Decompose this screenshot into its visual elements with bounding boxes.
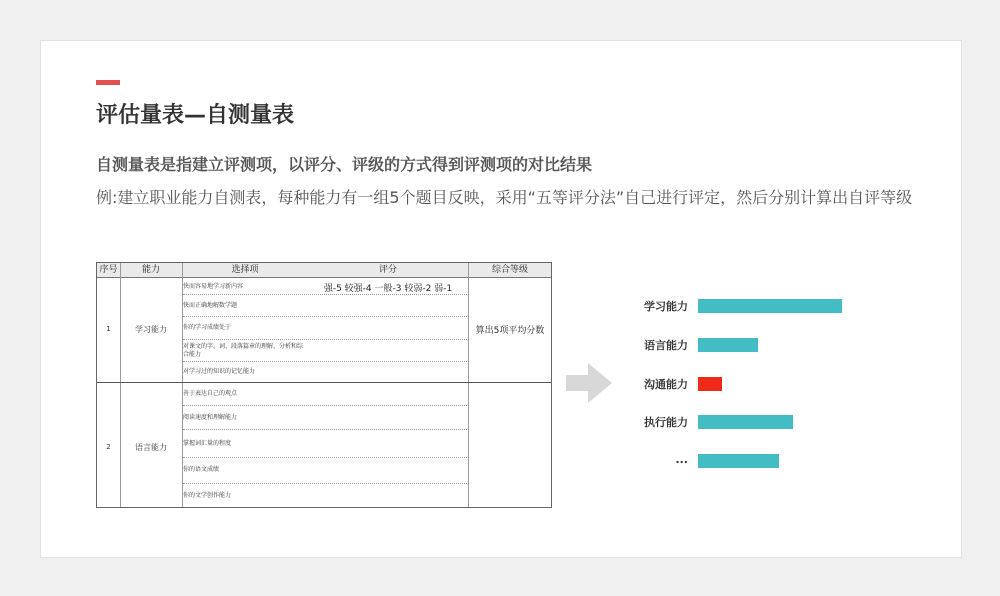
bar bbox=[698, 454, 779, 468]
list-item: 快而正确地解数学题 bbox=[183, 302, 238, 309]
row-ability: 学习能力 bbox=[135, 325, 167, 334]
self-test-table bbox=[96, 262, 552, 508]
table-header-row bbox=[97, 263, 551, 278]
item-divider bbox=[183, 339, 467, 340]
score-scale: 强-5 较强-4 一般-3 较弱-2 弱-1 bbox=[323, 284, 453, 294]
item-divider bbox=[183, 429, 467, 430]
subtitle: 自测量表是指建立评测项，以评分、评级的方式得到评测项的对比结果 bbox=[96, 155, 593, 174]
group-separator bbox=[97, 382, 551, 383]
row-no: 1 bbox=[106, 325, 111, 333]
list-item: 善于表达自己的观点 bbox=[183, 390, 238, 397]
bar-label: ... bbox=[675, 453, 688, 467]
header-score: 评分 bbox=[378, 265, 397, 275]
col-divider bbox=[468, 263, 469, 507]
item-divider bbox=[183, 294, 467, 295]
list-item: 阅读速度和理解能力 bbox=[183, 414, 238, 421]
bar-label: 沟通能力 bbox=[644, 377, 688, 391]
row-no: 2 bbox=[106, 443, 111, 451]
list-item: 你的文学创作能力 bbox=[183, 492, 232, 499]
col-divider bbox=[120, 263, 121, 507]
bar bbox=[698, 338, 758, 352]
list-item: 快而容易地学习新内容 bbox=[183, 283, 244, 290]
list-item: 掌握词汇量的程度 bbox=[183, 440, 232, 447]
bar-label: 执行能力 bbox=[644, 416, 688, 430]
item-divider bbox=[183, 405, 467, 406]
accent-line bbox=[96, 80, 120, 85]
description: 例:建立职业能力自测表，每种能力有一组5个题目反映，采用“五等评分法”自己进行评定，然后分别计算出自评等级 bbox=[96, 188, 913, 207]
header-grade: 综合等级 bbox=[491, 265, 528, 275]
row-ability: 语言能力 bbox=[135, 443, 167, 452]
item-divider bbox=[183, 361, 467, 362]
page-title: 评估量表—自测量表 bbox=[96, 103, 295, 128]
item-divider bbox=[183, 316, 467, 317]
list-item: 你的学习成绩处于 bbox=[183, 324, 232, 331]
bar-label: 语言能力 bbox=[644, 338, 688, 352]
header-ability: 能力 bbox=[141, 265, 160, 275]
header-no: 序号 bbox=[99, 265, 118, 275]
bar bbox=[698, 415, 793, 429]
grade-rule: 算出5项平均分数 bbox=[475, 326, 545, 336]
header-options: 选择项 bbox=[231, 265, 259, 275]
item-divider bbox=[183, 457, 467, 458]
list-item: 对课文的字、词、段落篇章的理解、分析和综合能力 bbox=[183, 343, 304, 358]
item-divider bbox=[183, 483, 467, 484]
list-item: 对学习过的知识的记忆能力 bbox=[183, 368, 256, 375]
bar-label: 学习能力 bbox=[644, 300, 688, 313]
list-item: 你的语文成绩 bbox=[183, 466, 220, 473]
bar bbox=[698, 299, 842, 313]
bar bbox=[698, 377, 722, 391]
